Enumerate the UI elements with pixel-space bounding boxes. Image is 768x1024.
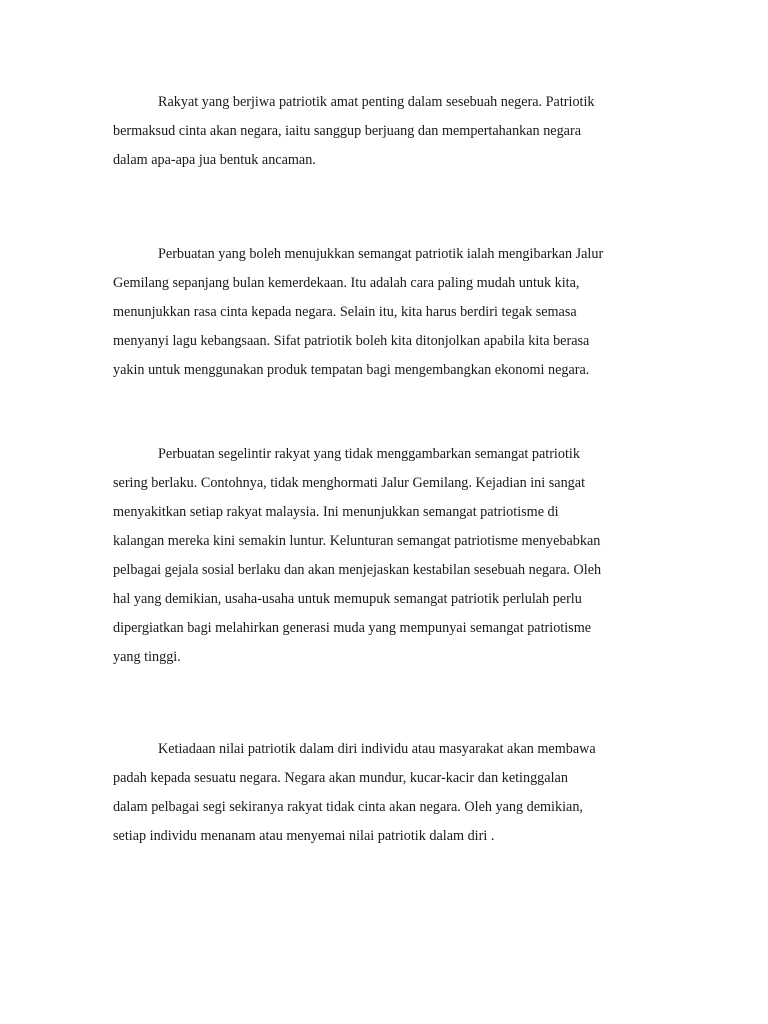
text-line: Perbuatan yang boleh menujukkan semangat patriotik ialah mengibarkan Jalur: [158, 246, 604, 262]
paragraph-3: [113, 440, 673, 672]
text-line: menyanyi lagu kebangsaan. Sifat patriotik boleh kita ditonjolkan apabila kita berasa: [113, 333, 590, 349]
text-line: dalam apa-apa jua bentuk ancaman.: [113, 152, 316, 168]
text-line: menunjukkan rasa cinta kepada negara. Selain itu, kita harus berdiri tegak semasa: [113, 304, 577, 320]
text-line: Ketiadaan nilai patriotik dalam diri individu atau masyarakat akan membawa: [158, 741, 596, 757]
text-line: menyakitkan setiap rakyat malaysia. Ini menunjukkan semangat patriotisme di: [113, 504, 559, 520]
text-line: pelbagai gejala sosial berlaku dan akan menjejaskan kestabilan sesebuah negara. Oleh: [113, 562, 602, 578]
text-line: yang tinggi.: [113, 649, 181, 665]
text-line: Rakyat yang berjiwa patriotik amat penting dalam sesebuah negera. Patriotik: [158, 94, 595, 110]
text-line: yakin untuk menggunakan produk tempatan bagi mengembangkan ekonomi negara.: [113, 362, 590, 378]
paragraph-1: [113, 88, 673, 175]
text-line: padah kepada sesuatu negara. Negara akan mundur, kucar-kacir dan ketinggalan: [113, 770, 568, 786]
text-line: kalangan mereka kini semakin luntur. Kelunturan semangat patriotisme menyebabkan: [113, 533, 601, 549]
text-line: dalam pelbagai segi sekiranya rakyat tidak cinta akan negara. Oleh yang demikian,: [113, 799, 583, 815]
text-line: bermaksud cinta akan negara, iaitu sanggup berjuang dan mempertahankan negara: [113, 123, 581, 139]
text-line: sering berlaku. Contohnya, tidak menghormati Jalur Gemilang. Kejadian ini sangat: [113, 475, 586, 491]
text-line: dipergiatkan bagi melahirkan generasi muda yang mempunyai semangat patriotisme: [113, 620, 592, 636]
paragraph-2: [113, 240, 673, 385]
text-line: hal yang demikian, usaha-usaha untuk memupuk semangat patriotik perlulah perlu: [113, 591, 582, 607]
text-line: Gemilang sepanjang bulan kemerdekaan. Itu adalah cara paling mudah untuk kita,: [113, 275, 580, 291]
paragraph-4: [113, 735, 673, 851]
text-line: setiap individu menanam atau menyemai nilai patriotik dalam diri .: [113, 828, 495, 844]
text-line: Perbuatan segelintir rakyat yang tidak menggambarkan semangat patriotik: [158, 446, 580, 462]
